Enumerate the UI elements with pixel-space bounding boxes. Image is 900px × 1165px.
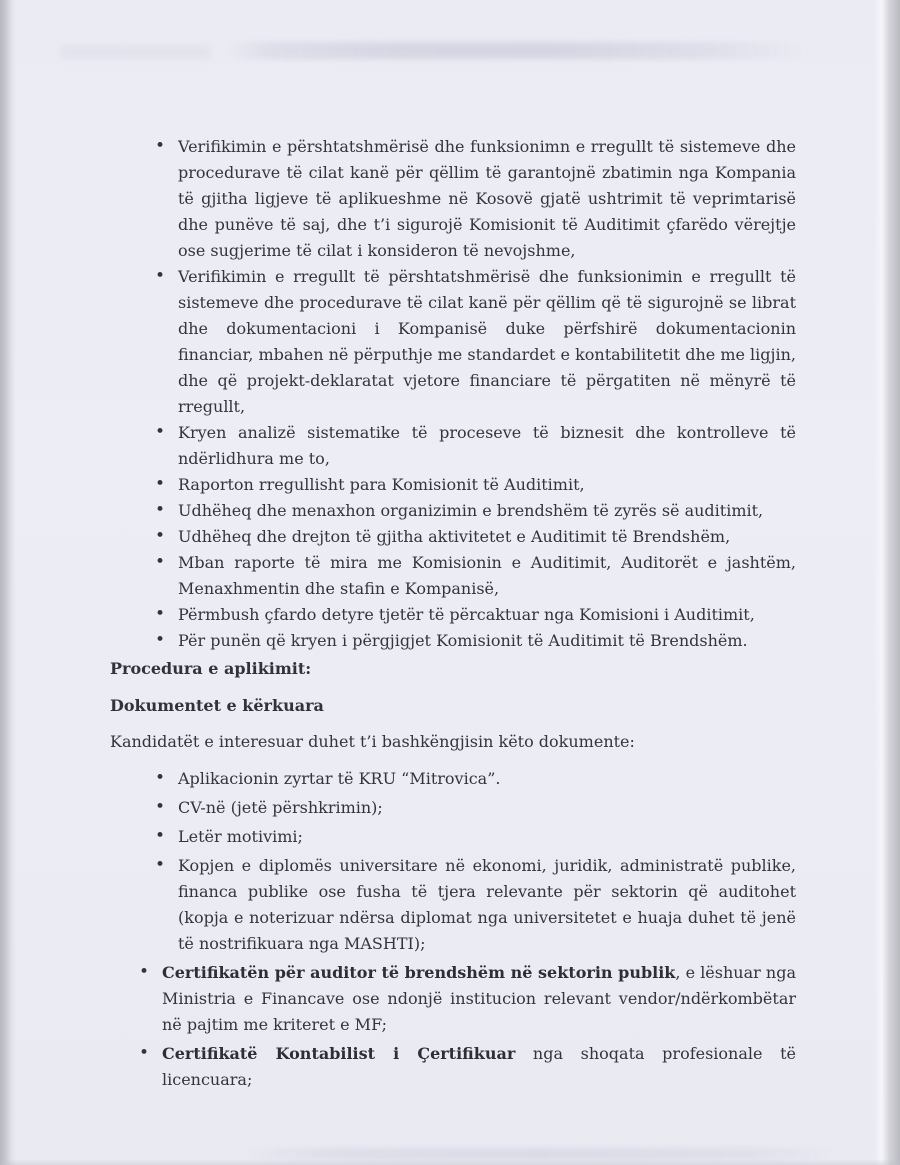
bullet-icon: •: [155, 526, 166, 546]
documents-intro-text: Kandidatët e interesuar duhet t’i bashkëngjisin këto dokumente:: [110, 732, 635, 751]
list-item: [110, 420, 796, 472]
list-item: [110, 824, 796, 850]
bullet-icon: •: [155, 266, 166, 286]
list-item-text: CV-në (jetë përshkrimin);: [178, 798, 383, 817]
ink-bleedthrough-top-left: [60, 46, 210, 58]
list-item-text: Udhëheq dhe menaxhon organizimin e brendshëm të zyrës së auditimit,: [178, 501, 764, 520]
list-item: [110, 524, 796, 550]
bullet-icon: •: [155, 797, 166, 817]
list-item-text: Letër motivimi;: [178, 827, 303, 846]
scan-edge-right: [874, 0, 900, 1165]
bullet-icon: •: [155, 826, 166, 846]
list-item: [110, 960, 796, 1038]
list-item: [110, 795, 796, 821]
list-item-rest: nga shoqata profesionale të licencuara;: [162, 1044, 797, 1089]
scan-edge-left: [0, 0, 16, 1165]
list-item-text: Aplikacionin zyrtar të KRU “Mitrovica”.: [178, 769, 501, 788]
list-item-text: Mban raporte të mira me Komisionin e Auditimit, Auditorët e jashtëm, Menaxhmentin dhe stafin e Kompanisë,: [178, 553, 796, 598]
list-item: [110, 766, 796, 792]
bullet-icon: •: [155, 474, 166, 494]
list-item: [110, 1041, 796, 1093]
list-item-bold-lead: Certifikatë Kontabilist i Çertifikuar: [162, 1044, 516, 1063]
list-item-text: [162, 1044, 796, 1089]
list-item: [110, 498, 796, 524]
duties-bullet-list: [110, 134, 796, 654]
list-item-text: Verifikimin e përshtatshmërisë dhe funksionimn e rregullt të sistemeve dhe procedurave të cilat kanë për qëllim të garantojnë zbatimin nga Kompania të gjitha ligjeve të aplikueshme në Kosovë gjatë ushtrimit të veprimtarisë dhe punëve të saj, dhe t’i sigurojë Komisionit të Auditimit çfarëdo vërejtje ose sugjerime të cilat i konsideron të nevojshme,: [178, 137, 796, 260]
bullet-icon: •: [155, 500, 166, 520]
bullet-icon: •: [155, 552, 166, 572]
list-item: [110, 853, 796, 957]
list-item-text: Për punën që kryen i përgjigjet Komisionit të Auditimit të Brendshëm.: [178, 631, 748, 650]
list-item: [110, 264, 796, 420]
required-documents-heading: Dokumentet e kërkuara: [110, 696, 324, 715]
list-item: [110, 134, 796, 264]
ink-bleedthrough-top: [225, 42, 810, 59]
list-item: [110, 550, 796, 602]
bullet-icon: •: [139, 962, 150, 982]
bullet-icon: •: [155, 422, 166, 442]
list-item-bold-lead: Certifikatën për auditor të brendshëm në sektorin publik: [162, 963, 676, 982]
bullet-icon: •: [139, 1043, 150, 1063]
ink-bleedthrough-bottom: [240, 1148, 840, 1160]
bullet-icon: •: [155, 630, 166, 650]
list-item-rest: , e lëshuar nga Ministria e Financave ose ndonjë institucion relevant vendor/ndërkombëtar në pajtim me kriteret e MF;: [162, 963, 796, 1034]
list-item-text: [162, 963, 796, 1034]
documents-bullet-list: [110, 766, 796, 1096]
list-item-text: Udhëheq dhe drejton të gjitha aktivitetet e Auditimit të Brendshëm,: [178, 527, 731, 546]
list-item-text: Raporton rregullisht para Komisionit të Auditimit,: [178, 475, 585, 494]
list-item: [110, 628, 796, 654]
list-item: [110, 602, 796, 628]
bullet-icon: •: [155, 855, 166, 875]
bullet-icon: •: [155, 604, 166, 624]
list-item-text: Kopjen e diplomës universitare në ekonomi, juridik, administratë publike, financa publike ose fusha të tjera relevante për sektorin që auditohet (kopja e noterizuar ndërsa diplomat nga universitetet e huaja duhet të jenë të nostrifikuara nga MASHTI);: [178, 856, 796, 953]
list-item-text: Përmbush çfardo detyre tjetër të përcaktuar nga Komisioni i Auditimit,: [178, 605, 755, 624]
list-item: [110, 472, 796, 498]
list-item-text: Verifikimin e rregullt të përshtatshmërisë dhe funksionimin e rregullt të sistemeve dhe procedurave të cilat kanë për qëllim që të sigurojnë se librat dhe dokumentacioni i Kompanisë duke përfshirë dokumentacionin financiar, mbahen në përputhje me standardet e kontabilitetit dhe me ligjin, dhe që projekt-deklaratat vjetore financiare të përgatiten në mënyrë të rregullt,: [178, 267, 796, 416]
application-procedure-heading: Procedura e aplikimit:: [110, 659, 312, 678]
bullet-icon: •: [155, 768, 166, 788]
list-item-text: Kryen analizë sistematike të proceseve të biznesit dhe kontrolleve të ndërlidhura me to,: [178, 423, 796, 468]
bullet-icon: •: [155, 136, 166, 156]
